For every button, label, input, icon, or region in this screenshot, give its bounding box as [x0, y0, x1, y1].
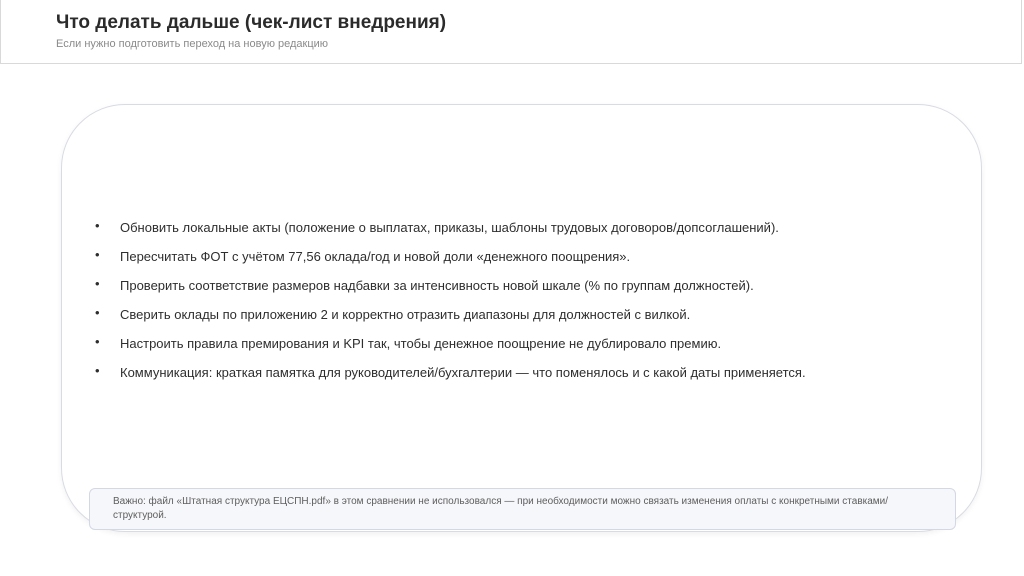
important-note — [89, 488, 956, 530]
bullet-icon: • — [95, 247, 100, 262]
checklist-item-text: Пересчитать ФОТ с учётом 77,56 оклада/год и новой доли «денежного поощрения». — [120, 249, 631, 264]
checklist-item-text: Проверить соответствие размеров надбавки за интенсивность новой шкале (% по группам должностей). — [120, 278, 754, 293]
checklist-item-text: Обновить локальные акты (положение о выплатах, приказы, шаблоны трудовых договоров/допсоглашений). — [120, 220, 779, 235]
bullet-icon: • — [95, 218, 100, 233]
checklist-item-text: Настроить правила премирования и KPI так, чтобы денежное поощрение не дублировало премию. — [120, 336, 722, 351]
page-subtitle: Если нужно подготовить переход на новую редакцию — [56, 38, 329, 50]
important-note-text: Важно: файл «Штатная структура ЕЦСПН.pdf» в этом сравнении не использовался — при необходимости можно связать изменения оплаты с конкретными ставками/структурой. — [113, 496, 889, 521]
bullet-icon: • — [95, 305, 100, 320]
bullet-icon: • — [95, 363, 100, 378]
header-bar — [0, 0, 1022, 64]
checklist-item-text: Сверить оклады по приложению 2 и корректно отразить диапазоны для должностей с вилкой. — [120, 307, 691, 322]
bullet-icon: • — [95, 334, 100, 349]
bullet-icon: • — [95, 276, 100, 291]
checklist-item-text: Коммуникация: краткая памятка для руководителей/бухгалтерии — что поменялось и с какой даты применяется. — [120, 365, 806, 380]
page-title: Что делать дальше (чек-лист внедрения) — [56, 12, 447, 33]
